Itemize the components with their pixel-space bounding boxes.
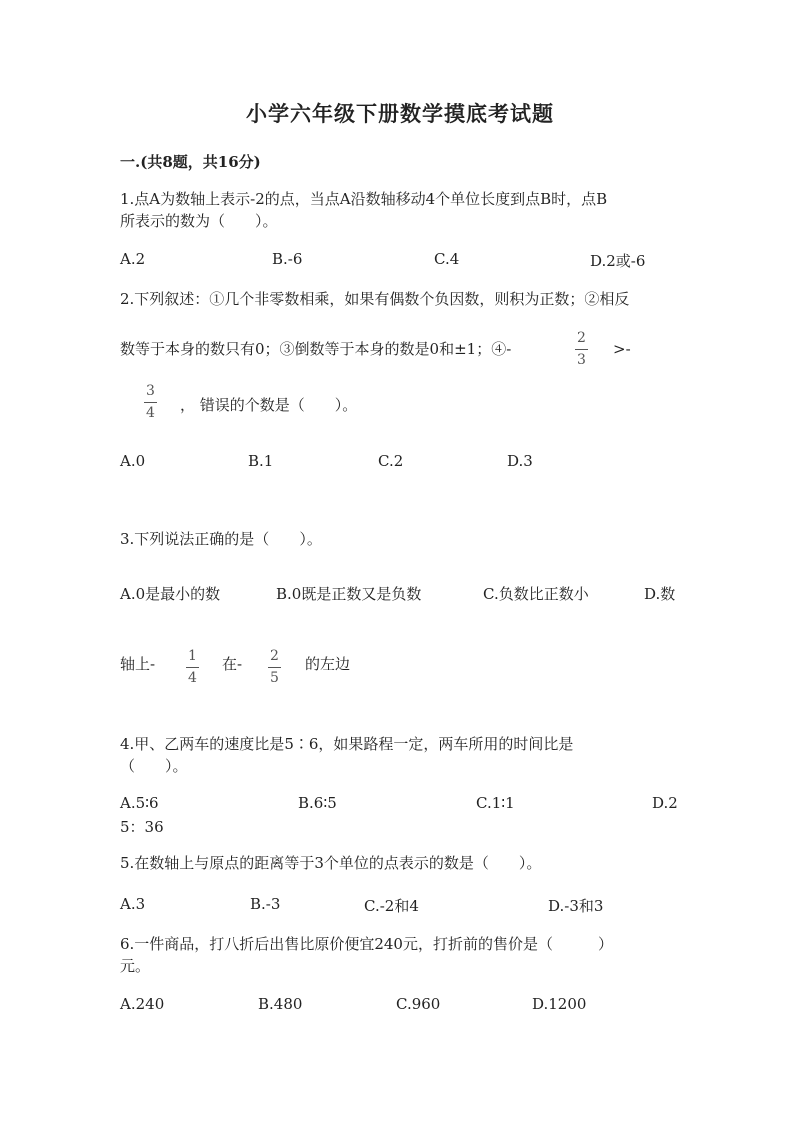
section-heading: 一.(共8题，共16分): [120, 153, 261, 171]
q5-option-c: C.-2和4: [364, 897, 419, 915]
q3-text-line2c: 的左边: [305, 655, 351, 673]
q5-text-line1: 5.在数轴上与原点的距离等于3个单位的点表示的数是（ ）。: [120, 854, 542, 872]
q2-text-line2b: >-: [613, 340, 631, 358]
q2-text-line3: ， 错误的个数是（ ）。: [180, 396, 358, 414]
fraction-numerator: 1: [188, 648, 197, 664]
q2-text-line1: 2.下列叙述：①几个非零数相乘，如果有偶数个负因数，则积为正数；②相反: [120, 290, 630, 308]
q6-option-b: B.480: [258, 995, 303, 1013]
q3-option-c: C.负数比正数小: [483, 585, 589, 603]
fraction-bar: [575, 349, 588, 350]
q5-option-a: A.3: [120, 895, 146, 913]
q2-option-a: A.0: [120, 452, 146, 470]
q2-option-c: C.2: [378, 452, 404, 470]
q1-option-d: D.2或-6: [590, 252, 646, 270]
fraction-bar: [268, 667, 281, 668]
q2-option-b: B.1: [248, 452, 274, 470]
fraction-denominator: 4: [146, 405, 155, 421]
fraction-bar: [186, 667, 199, 668]
q2-fraction-1: [575, 330, 588, 369]
q3-option-a: A.0是最小的数: [120, 585, 221, 603]
q1-option-a: A.2: [120, 250, 146, 268]
q3-text-line2a: 轴上-: [120, 655, 156, 673]
q2-option-d: D.3: [507, 452, 533, 470]
page-title: 小学六年级下册数学摸底考试题: [246, 101, 554, 126]
q1-text-line2: 所表示的数为（ ）。: [120, 212, 278, 230]
q2-text-line2a: 数等于本身的数只有0；③倒数等于本身的数是0和±1；④-: [120, 340, 512, 358]
fraction-bar: [144, 402, 157, 403]
q4-text-line2: （ ）。: [120, 757, 188, 775]
q3-option-d: D.数: [644, 585, 676, 603]
fraction-numerator: 3: [146, 383, 155, 399]
q3-fraction-2: [268, 648, 281, 687]
fraction-denominator: 5: [270, 670, 279, 686]
q3-text-line2b: 在-: [222, 655, 243, 673]
q1-text-line1: 1.点A为数轴上表示-2的点，当点A沿数轴移动4个单位长度到点B时，点B: [120, 190, 608, 208]
q1-option-b: B.-6: [272, 250, 303, 268]
fraction-numerator: 2: [270, 648, 279, 664]
q6-option-c: C.960: [396, 995, 441, 1013]
q6-option-a: A.240: [120, 995, 165, 1013]
q4-option-c: C.1∶1: [476, 794, 515, 812]
q3-option-b: B.0既是正数又是负数: [276, 585, 422, 603]
fraction-numerator: 2: [577, 330, 586, 346]
q3-text-line1: 3.下列说法正确的是（ ）。: [120, 530, 322, 548]
q2-fraction-2: [144, 383, 157, 422]
q6-text-line1: 6.一件商品，打八折后出售比原价便宜240元，打折前的售价是（ ）: [120, 935, 613, 953]
q4-option-d: D.2: [652, 794, 678, 812]
q4-option-a: A.5∶6: [120, 794, 159, 812]
q4-text-line1: 4.甲、乙两车的速度比是5∶6，如果路程一定，两车所用的时间比是: [120, 735, 574, 753]
q4-option-d-continued: 5：36: [120, 818, 164, 836]
fraction-denominator: 4: [188, 670, 197, 686]
q5-option-b: B.-3: [250, 895, 281, 913]
q1-option-c: C.4: [434, 250, 460, 268]
fraction-denominator: 3: [577, 352, 586, 368]
q4-option-b: B.6∶5: [298, 794, 337, 812]
q6-option-d: D.1200: [532, 995, 587, 1013]
q6-text-line2: 元。: [120, 957, 151, 975]
q3-fraction-1: [186, 648, 199, 687]
q5-option-d: D.-3和3: [548, 897, 604, 915]
